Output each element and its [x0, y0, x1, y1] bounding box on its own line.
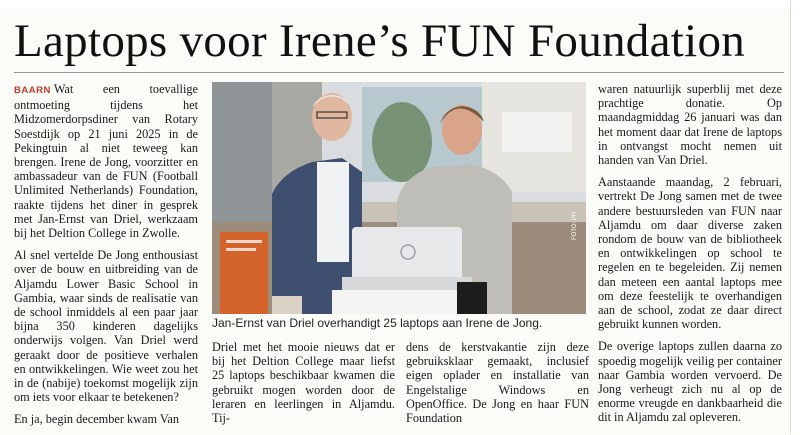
article-column-1: [14, 82, 198, 435]
photo-credit: FOTO: PR: [572, 211, 578, 240]
page-top-border: [0, 0, 800, 8]
paragraph: dens de kerstvakantie zijn deze gebruiksklaar gemaakt, inclusief eigen oplader en installatie van Engelstalige Windows en OpenOffice. De Jong en haar FUN Foundation: [406, 340, 589, 426]
paragraph: Aanstaande maandag, 2 februari, vertrekt De Jong samen met de twee andere bestuursleden van FUN naar Aljamdu om daar diverse zaken rondom de bouw van de bibliotheek en ontwikkelingen op school te regelen en te begeleiden. Zij nemen dan meteen een aantal laptops mee om deze feestelijk te overhandigen aan de school, zodat ze daar direct gebruikt kunnen worden.: [598, 175, 782, 332]
article-column-4: [598, 82, 782, 433]
paragraph: Al snel vertelde De Jong enthousiast over de bouw en uitbreiding van de Aljamdu Lower Basic School in Gambia, waar sinds de realisatie van de school inmiddels al een paar jaar bijna 350 kinderen dagelijks onderwijs volgen. Van Driel werd geraakt door de positieve verhalen en ontwikkelingen. Wie weet zou het in de (nabije) toekomst mogelijk zijn om iets voor elkaar te betekenen?: [14, 248, 198, 405]
photo-caption: Jan-Ernst van Driel overhandigt 25 laptops aan Irene de Jong.: [212, 316, 543, 330]
paragraph: En ja, begin december kwam Van: [14, 412, 180, 427]
article-headline: Laptops voor Irene’s FUN Foundation: [14, 15, 746, 67]
paragraph: waren natuurlijk superblij met deze prachtige donatie. Op maandagmiddag 26 januari was dan het moment daar dat Irene de laptops in ontvangst mocht nemen uit handen van Van Driel.: [598, 82, 782, 168]
article-column-2: [212, 340, 395, 433]
paragraph: De overige laptops zullen daarna zo spoedig mogelijk veilig per container naar Gambia worden vervoerd. De Jong verheugt zich nu al op de enorme vreugde en dankbaarheid die dit in Aljamdu zal opleveren.: [598, 339, 782, 425]
article-column-3: [406, 340, 589, 433]
article-photo: [212, 82, 586, 314]
paragraph-intro: [14, 82, 198, 240]
paragraph-text: Wat een toevallige ontmoeting tijdens het Midzomerdorpsdiner van Rotary Soestdijk op 21 juni 2025 in de Pekingtuin al niet teweeg kan brengen. Irene de Jong, voorzitter en ambassadeur van de FUN (Football Unlimited Netherlands) Foundation, raakte tijdens het diner in gesprek met Jan-Ernst van Driel, werkzaam bij het Deltion College in Zwolle.: [14, 82, 198, 241]
page-edge: [790, 0, 800, 434]
paragraph: Driel met het mooie nieuws dat er bij het Deltion College maar liefst 25 laptops beschikbaar kwamen die gebruikt mogen worden door de leraren en leerlingen in Aljamdu. Tij-: [212, 340, 395, 426]
location-kicker: BAARN: [14, 85, 51, 96]
headline-rule: [14, 72, 784, 73]
photo-illustration: [212, 82, 586, 314]
